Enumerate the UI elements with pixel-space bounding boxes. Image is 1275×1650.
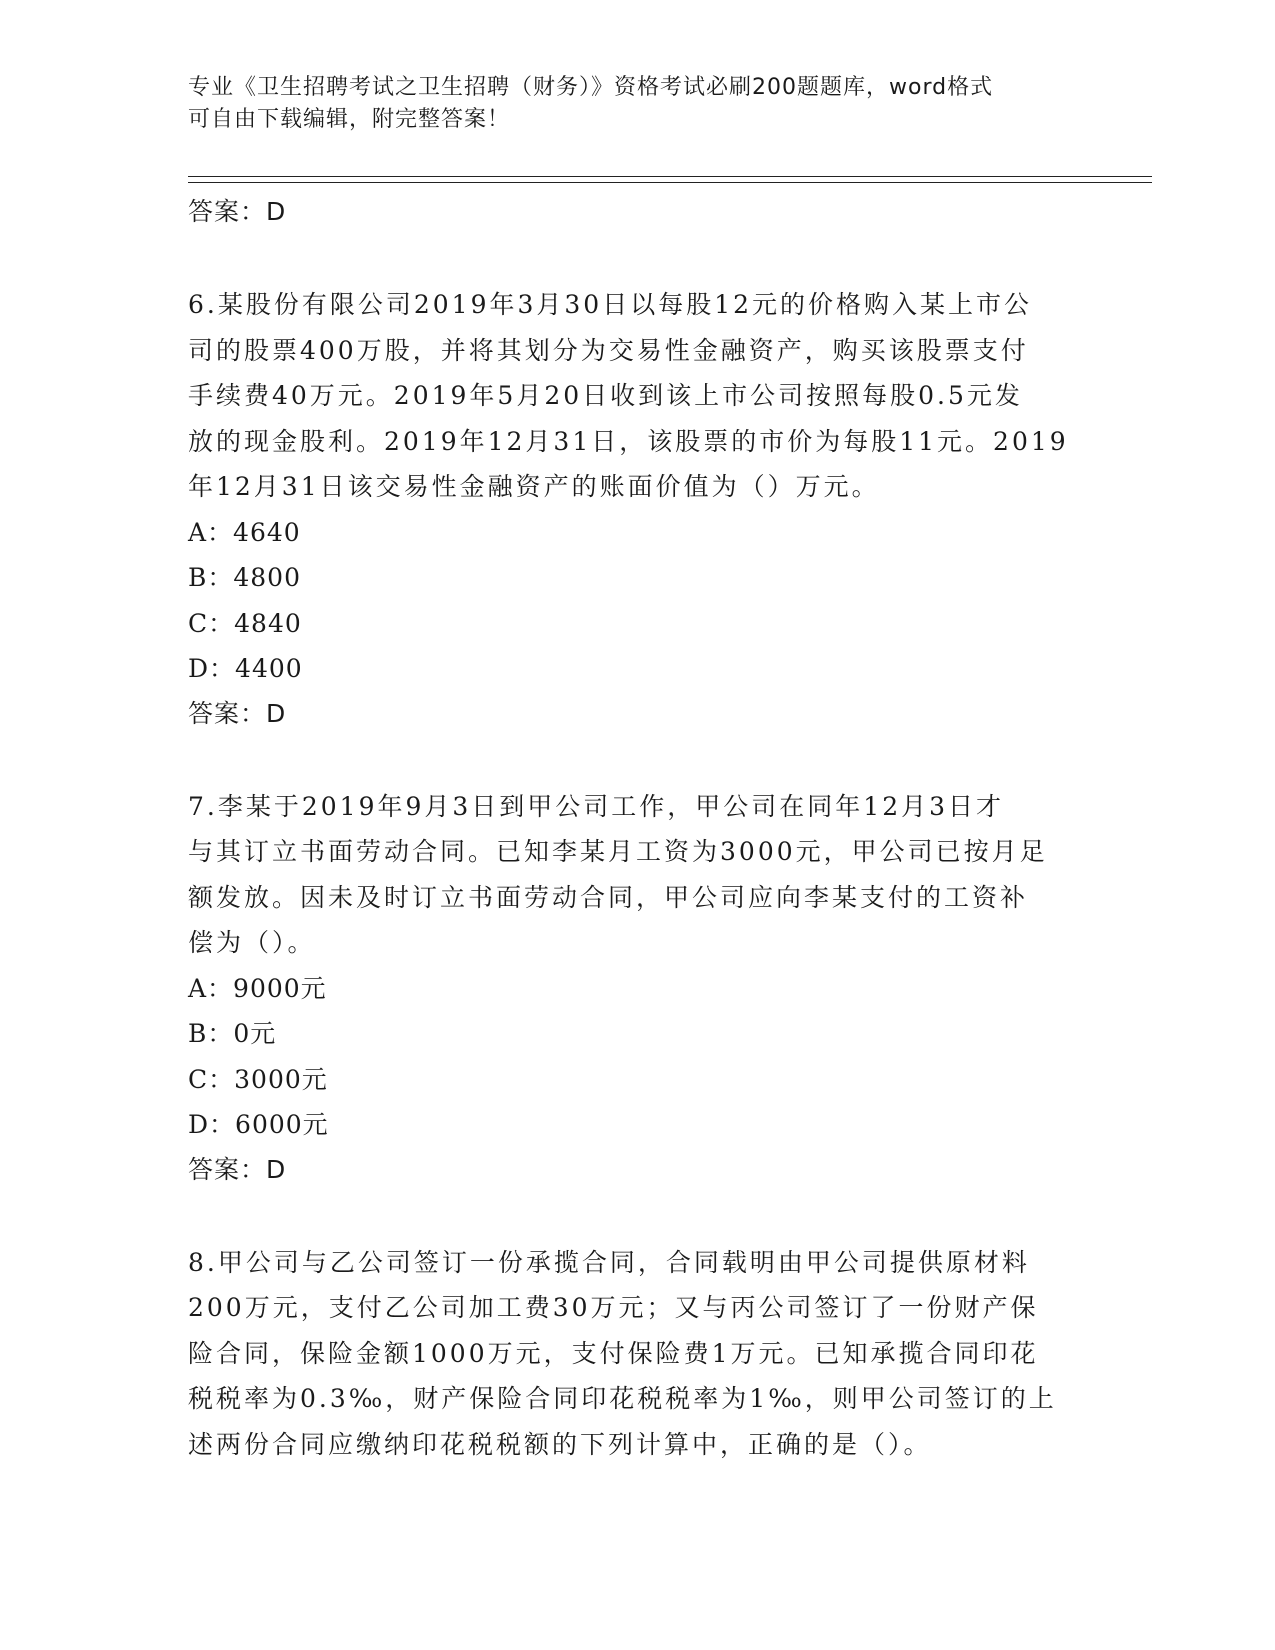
option-d: D：4400	[188, 654, 303, 683]
question-line: 偿为（）。	[188, 928, 316, 957]
spacer	[188, 736, 1088, 784]
question-line: 7.李某于2019年9月3日到甲公司工作，甲公司在同年12月3日才	[188, 791, 1005, 821]
option-b: B：0元	[188, 1019, 277, 1048]
question-block-6	[188, 282, 1088, 736]
option-a: A：9000元	[188, 973, 327, 1003]
question-line: 手续费40万元。2019年5月20日收到该上市公司按照每股0.5元发	[188, 381, 1023, 410]
spacer	[188, 1192, 1088, 1240]
question-line: 司的股票400万股，并将其划分为交易性金融资产，购买该股票支付	[188, 335, 1029, 365]
option-b: B：4800	[188, 563, 301, 592]
option-c: C：4840	[188, 608, 302, 638]
document-body	[188, 190, 1088, 1467]
document-header	[188, 72, 1068, 136]
option-a: A：4640	[188, 517, 301, 547]
question-line: 放的现金股利。2019年12月31日，该股票的市价为每股11元。2019	[188, 426, 1069, 456]
question-line: 年12月31日该交易性金融资产的账面价值为（）万元。	[188, 472, 880, 501]
question-line: 6.某股份有限公司2019年3月30日以每股12元的价格购入某上市公	[188, 290, 1033, 319]
option-d: D：6000元	[188, 1110, 329, 1139]
spacer	[188, 234, 1088, 282]
answer-line: 答案：D	[188, 1154, 287, 1184]
question-line: 8.甲公司与乙公司签订一份承揽合同，合同载明由甲公司提供原材料	[188, 1247, 1030, 1277]
question-line: 额发放。因未及时订立书面劳动合同，甲公司应向李某支付的工资补	[188, 882, 1029, 912]
question-line: 险合同，保险金额1000万元，支付保险费1万元。已知承揽合同印花	[188, 1338, 1039, 1368]
question-line: 200万元，支付乙公司加工费30万元；又与丙公司签订了一份财产保	[188, 1293, 1039, 1322]
question-block-7	[188, 784, 1088, 1192]
option-c: C：3000元	[188, 1064, 328, 1094]
header-divider	[188, 176, 1152, 183]
question-block-8	[188, 1240, 1088, 1468]
answer-line: 答案：D	[188, 698, 287, 728]
answer-line: 答案：D	[188, 197, 287, 226]
header-line-2: 可自由下载编辑，附完整答案！	[188, 107, 511, 132]
question-line: 与其订立书面劳动合同。已知李某月工资为3000元，甲公司已按月足	[188, 837, 1048, 866]
question-line: 税税率为0.3‰，财产保险合同印花税税率为1‰，则甲公司签订的上	[188, 1384, 1057, 1413]
header-line-1: 专业《卫生招聘考试之卫生招聘（财务）》资格考试必刷200题题库，word格式	[188, 75, 994, 100]
question-line: 述两份合同应缴纳印花税税额的下列计算中，正确的是（）。	[188, 1429, 932, 1459]
